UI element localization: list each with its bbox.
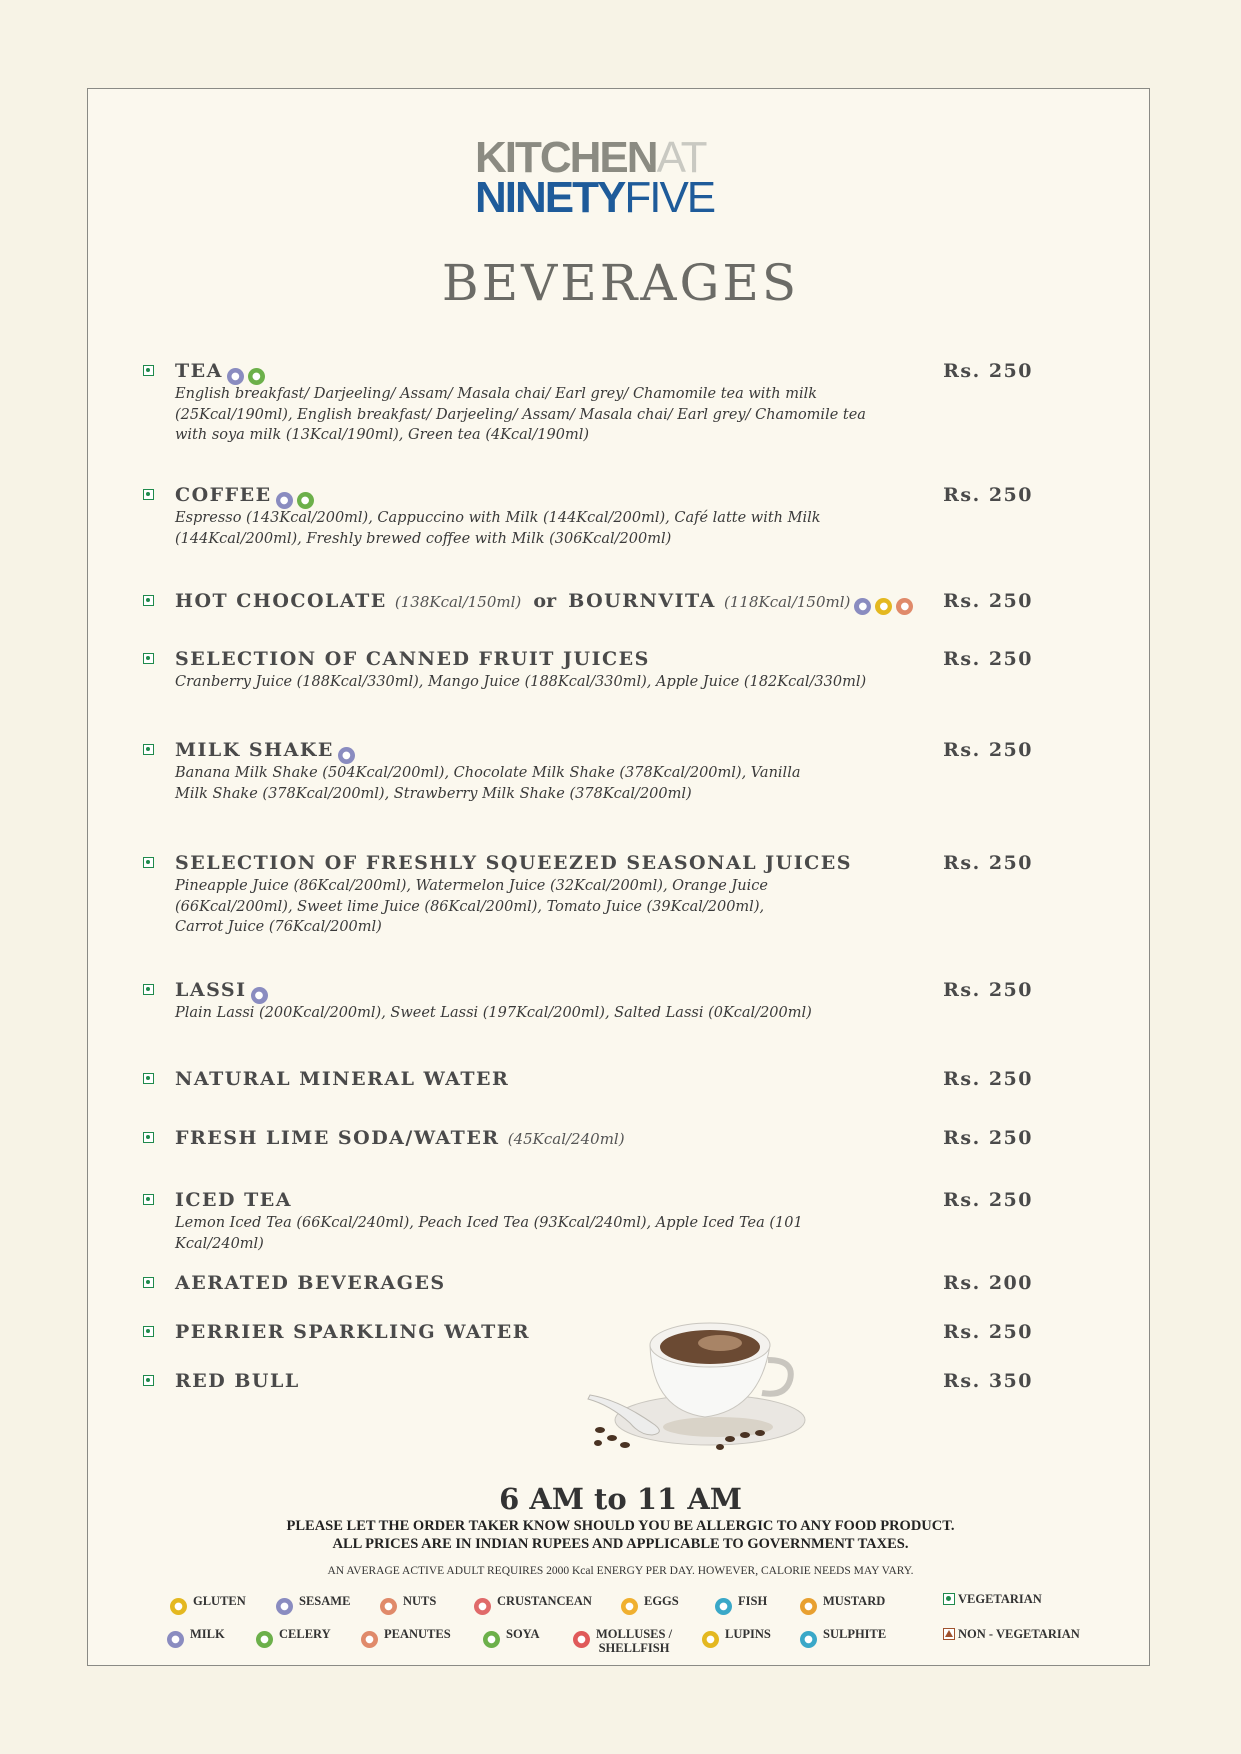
item-name: TEA [175,360,223,382]
vegetarian-icon [143,1277,154,1288]
item-kcal: (45Kcal/240ml) [507,1130,625,1148]
item-price: Rs. 250 [943,1068,1033,1090]
sulphite-icon: ● [800,1631,817,1648]
milk-icon: ● [854,598,871,615]
nuts-icon: ● [380,1598,397,1615]
menu-item-milk-shake [143,739,1033,809]
item-name: PERRIER SPARKLING WATER [175,1321,530,1343]
fish-icon: ● [715,1598,732,1615]
menu-item-mineral-water [143,1068,1033,1094]
legend-soya: ● SOYA [483,1627,540,1648]
item-name: AERATED BEVERAGES [175,1272,446,1294]
vegetarian-icon [143,1073,154,1084]
item-price: Rs. 250 [943,1189,1033,1211]
vegetarian-icon [143,1326,154,1337]
item-price: Rs. 250 [943,1127,1033,1149]
soya-icon: ● [297,492,314,509]
item-price: Rs. 250 [943,852,1033,874]
item-price: Rs. 250 [943,484,1033,506]
item-name: RED BULL [175,1370,300,1392]
gluten-icon: ● [875,598,892,615]
menu-item-hot-chocolate [143,590,1033,616]
legend-mustard: ● MUSTARD [800,1594,885,1615]
menu-item-lassi [143,979,1033,1029]
item-description: Banana Milk Shake (504Kcal/200ml), Chocolate Milk Shake (378Kcal/200ml), Vanilla Milk Shake (378Kcal/200ml), Strawberry Milk Shake (378Kcal/200ml) [175,765,801,802]
celery-icon: ● [256,1631,273,1648]
vegetarian-icon [143,653,154,664]
legend-fish: ● FISH [715,1594,767,1615]
soya-icon: ● [483,1631,500,1648]
coffee-cup-illustration [580,1305,820,1455]
legend-celery: ● CELERY [256,1627,331,1648]
lupins-icon: ● [702,1631,719,1648]
energy-note: AN AVERAGE ACTIVE ADULT REQUIRES 2000 Kcal ENERGY PER DAY. HOWEVER, CALORIE NEEDS MAY VARY. [327,1565,914,1577]
molluses-icon: ● [573,1631,590,1648]
item-description: Pineapple Juice (86Kcal/200ml), Watermelon Juice (32Kcal/200ml), Orange Juice (66Kcal/200ml), Sweet lime Juice (86Kcal/200ml), Tomato Juice (39Kcal/200ml), Carrot Juice (76Kcal/200ml) [175,878,768,935]
item-description: Cranberry Juice (188Kcal/330ml), Mango Juice (188Kcal/330ml), Apple Juice (182Kcal/330ml) [175,674,867,690]
item-or: or [533,590,557,612]
item-kcal-2: (118Kcal/150ml) [724,593,851,611]
legend-nuts: ● NUTS [380,1594,436,1615]
eggs-icon: ● [621,1598,638,1615]
kitchen-at-ninetyfive-logo: KITCHENAT NINETYFIVE [475,133,715,222]
price-notice: ALL PRICES ARE IN INDIAN RUPEES AND APPLICABLE TO GOVERNMENT TAXES. [332,1536,909,1552]
milk-icon: ● [338,747,355,764]
legend-lupins: ● LUPINS [702,1627,771,1648]
milk-icon: ● [167,1631,184,1648]
item-name: ICED TEA [175,1189,292,1211]
vegetarian-icon [143,857,154,868]
item-name: LASSI [175,979,247,1001]
milk-icon: ● [251,987,268,1004]
milk-icon: ● [227,368,244,385]
item-name: COFFEE [175,484,272,506]
item-price: Rs. 250 [943,739,1033,761]
legend-molluses: ● MOLLUSES / SHELLFISH [573,1627,672,1655]
sesame-icon: ● [276,1598,293,1615]
item-price: Rs. 250 [943,590,1033,612]
item-name: HOT CHOCOLATE [175,590,387,612]
item-name: SELECTION OF FRESHLY SQUEEZED SEASONAL JUICES [175,852,852,874]
gluten-icon: ● [170,1598,187,1615]
item-description: Lemon Iced Tea (66Kcal/240ml), Peach Iced Tea (93Kcal/240ml), Apple Iced Tea (101 Kcal/240ml) [175,1215,803,1252]
item-price: Rs. 250 [943,360,1033,382]
peanuts-icon: ● [361,1631,378,1648]
vegetarian-icon [143,1375,154,1386]
item-kcal: (138Kcal/150ml) [394,593,522,611]
menu-item-iced-tea [143,1189,1033,1252]
legend-eggs: ● EGGS [621,1594,679,1615]
item-name: NATURAL MINERAL WATER [175,1068,510,1090]
menu-item-tea [143,360,1033,450]
item-description: English breakfast/ Darjeeling/ Assam/ Masala chai/ Earl grey/ Chamomile tea with milk (25Kcal/190ml), English breakfast/ Darjeeling/ Assam/ Masala chai/ Earl grey/ Chamomile tea with soya milk (13Kcal/190ml), Green tea (4Kcal/190ml) [175,386,866,443]
vegetarian-icon [143,744,154,755]
item-price: Rs. 250 [943,648,1033,670]
vegetarian-icon [143,365,154,376]
vegetarian-icon [143,595,154,606]
item-description: Plain Lassi (200Kcal/200ml), Sweet Lassi (197Kcal/200ml), Salted Lassi (0Kcal/200ml) [175,1005,812,1021]
non-vegetarian-icon [943,1628,955,1640]
legend-sulphite: ● SULPHITE [800,1627,886,1648]
nuts-icon: ● [896,598,913,615]
legend-crustancean: ● CRUSTANCEAN [474,1594,592,1615]
item-name: MILK SHAKE [175,739,334,761]
legend-sesame: ● SESAME [276,1594,350,1615]
soya-icon: ● [248,368,265,385]
page-title: BEVERAGES [441,254,800,312]
legend-gluten: ● GLUTEN [170,1594,246,1615]
vegetarian-icon [943,1593,955,1605]
vegetarian-icon [143,1194,154,1205]
item-name: FRESH LIME SODA/WATER [175,1127,500,1149]
crustancean-icon: ● [474,1598,491,1615]
legend-non-vegetarian: NON - VEGETARIAN [943,1627,1080,1641]
item-name: SELECTION OF CANNED FRUIT JUICES [175,648,650,670]
milk-icon: ● [276,492,293,509]
allergy-notice: PLEASE LET THE ORDER TAKER KNOW SHOULD YOU BE ALLERGIC TO ANY FOOD PRODUCT. [286,1518,955,1534]
menu-item-coffee [143,484,1033,554]
legend-milk: ● MILK [167,1627,225,1648]
mustard-icon: ● [800,1598,817,1615]
item-description: Espresso (143Kcal/200ml), Cappuccino with Milk (144Kcal/200ml), Café latte with Milk (144Kcal/200ml), Freshly brewed coffee with Milk (306Kcal/200ml) [175,510,821,547]
menu-item-canned-juices [143,648,1033,698]
item-price: Rs. 350 [943,1370,1033,1392]
menu-item-aerated-beverages [143,1272,1033,1298]
legend-peanutes: ● PEANUTES [361,1627,451,1648]
serving-hours: 6 AM to 11 AM [499,1482,742,1516]
menu-item-fresh-juices [143,852,1033,942]
vegetarian-icon [143,984,154,995]
item-price: Rs. 200 [943,1272,1033,1294]
item-price: Rs. 250 [943,1321,1033,1343]
item-name-2: BOURNVITA [568,590,716,612]
vegetarian-icon [143,1132,154,1143]
vegetarian-icon [143,489,154,500]
legend-vegetarian: VEGETARIAN [943,1592,1042,1606]
menu-item-fresh-lime-soda [143,1127,1033,1153]
item-price: Rs. 250 [943,979,1033,1001]
